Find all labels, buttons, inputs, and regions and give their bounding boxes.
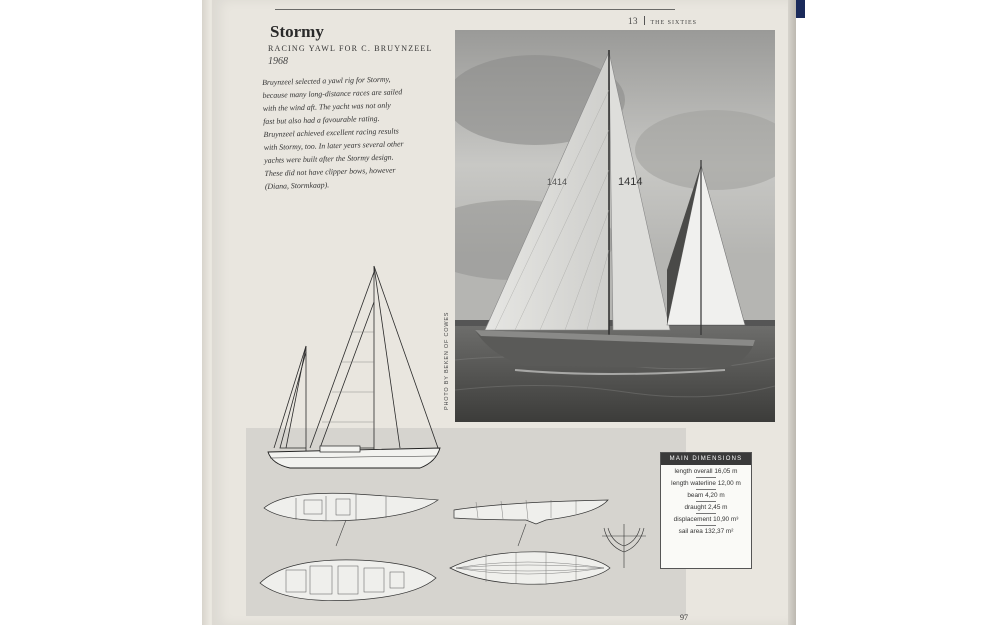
body-line: because many long-distance races are sailed xyxy=(262,87,403,100)
chapter-number: 13 xyxy=(628,16,638,26)
page-edge xyxy=(788,0,796,625)
article-title: Stormy xyxy=(270,22,324,41)
page-number: 97 xyxy=(680,613,688,622)
dimension-row: draught 2,45 m xyxy=(661,501,751,513)
article-body xyxy=(262,71,450,193)
body-line: yachts were built after the Stormy design. xyxy=(264,152,394,165)
dimension-row: displacement 10,90 m³ xyxy=(661,513,751,525)
chapter-title: THE SIXTIES xyxy=(650,20,697,26)
sail-plan-svg xyxy=(250,262,450,482)
body-line: fast but also had a favourable rating. xyxy=(263,113,380,126)
yacht-photo-svg xyxy=(455,30,775,422)
sail-number-mainsail: 1414 xyxy=(547,177,568,187)
article-subtitle: RACING YAWL FOR C. BRUYNZEEL xyxy=(268,44,433,53)
body-line: Bruynzeel achieved excellent racing results xyxy=(263,126,399,139)
article-year: 1968 xyxy=(268,56,288,67)
sail-number: 1414 xyxy=(618,176,643,188)
background-right xyxy=(795,0,1000,625)
main-dimensions-table xyxy=(660,452,752,569)
sail-plan-drawing xyxy=(250,262,450,482)
header-rule xyxy=(275,9,675,10)
body-line: (Diana, Stormkaap). xyxy=(264,180,330,191)
body-line: Bruynzeel selected a yawl rig for Stormy, xyxy=(262,74,391,87)
body-line: with Stormy, too. In later years several other xyxy=(263,139,404,152)
main-dimensions-heading: MAIN DIMENSIONS xyxy=(661,453,751,465)
dimension-row: sail area 132,37 m² xyxy=(678,528,734,535)
background-left xyxy=(0,0,205,625)
body-line: with the wind aft. The yacht was not only xyxy=(262,100,391,113)
book-edge-blue xyxy=(795,0,805,18)
dimension-row: length overall 16,05 m xyxy=(661,465,751,477)
dimension-row: length waterline 12,00 m xyxy=(661,477,751,489)
chapter-header xyxy=(628,16,697,26)
body-line: These did not have clipper bows, however xyxy=(264,165,396,178)
yacht-photo xyxy=(455,30,775,422)
dimension-row: beam 4,20 m xyxy=(661,489,751,501)
photo-credit: PHOTO BY BEKEN OF COWES xyxy=(444,311,450,410)
